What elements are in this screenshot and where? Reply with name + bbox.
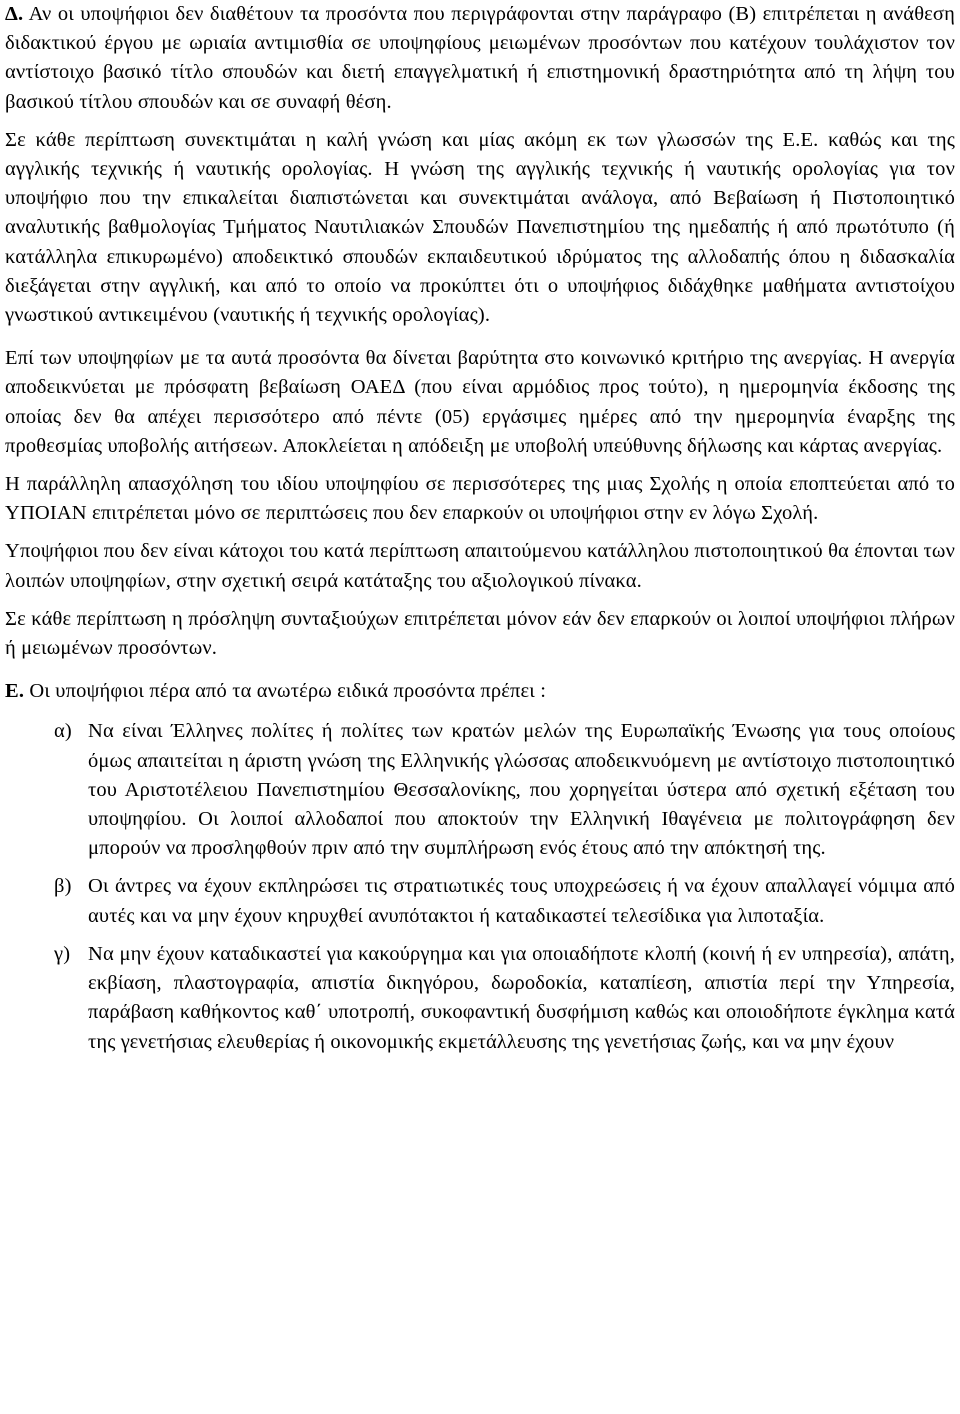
section-d-paragraph-2: Σε κάθε περίπτωση συνεκτιμάται η καλή γνώση και μίας ακόμη εκ των γλωσσών της Ε.Ε. καθώς και της αγγλικής τεχνικής ή ναυτικής ορολογίας. Η γνώση της αγγλικής τεχνικής ή ναυτικής ορολογίας για τον υποψήφιο που την επικαλείται διαπιστώνεται και συνεκτιμάται ανάλογα, από Βεβαίωση ή Πιστοποιητικό αναλυτικής βαθμολογίας Τμήματος Ναυτιλιακών Σπουδών Πανεπιστημίου της ημεδαπής ή από πρωτότυπο (ή κατάλληλα επικυρωμένο) αποδεικτικό σπουδών εκπαιδευτικού ιδρύματος της αλλοδαπής όπου η διδασκαλία διεξάγεται στην αγγλική, και από το οποίο να προκύπτει ότι ο υποψήφιος διδάχθηκε μαθήματα αντιστοίχου γνωστικού αντικειμένου (ναυτικής ή τεχνικής ορολογίας). (5, 128, 955, 327)
section-e-marker: Ε. (5, 680, 25, 703)
list-item-text: Να μην έχουν καταδικαστεί για κακούργημα και για οποιαδήποτε κλοπή (κοινή ή εν υπηρεσία), απάτη, εκβίαση, πλαστογραφία, απιστία δικηγόρου, δωροδοκία, καταπίεση, απιστία περί την Υπηρεσία, παράβαση καθήκοντος καθ΄ υποτροπή, συκοφαντική δυσφήμιση καθώς και οποιοδήποτε έγκλημα κατά της γενετήσιας ελευθερίας ή οικονομικής εκμετάλλευσης της γενετήσιας ζωής, και να μην έχουν (88, 942, 955, 1053)
list-item-marker: α) (54, 720, 72, 743)
section-e-intro-text: Οι υποψήφιοι πέρα από τα ανωτέρω ειδικά προσόντα πρέπει : (24, 680, 547, 703)
list-item-text: Να είναι Έλληνες πολίτες ή πολίτες των κρατών μελών της Ευρωπαϊκής Ένωσης για τους οποίους όμως απαιτείται η άριστη γνώση της Ελληνικής γλώσσας αποδεικνυόμενη με αντίστοιχο πιστοποιητικό του Αριστοτέλειου Πανεπιστημίου Θεσσαλονίκης, που χορηγείται ύστερα από σχετική εξέταση του υποψηφίου. Οι λοιποί αλλοδαποί που αποκτούν την Ελληνική Ιθαγένεια με πολιτογράφηση δεν μπορούν να προσληφθούν πριν από την συμπλήρωση ενός έτους από την απόκτησή της. (88, 720, 955, 860)
section-d-paragraph-6: Σε κάθε περίπτωση η πρόσληψη συνταξιούχων επιτρέπεται μόνον εάν δεν επαρκούν οι λοιποί υποψήφιοι πλήρων ή μειωμένων προσόντων. (5, 607, 955, 660)
list-item (54, 717, 955, 863)
list-item-marker: γ) (54, 942, 71, 965)
section-e-intro (5, 677, 955, 706)
list-item (54, 872, 955, 930)
list-item (54, 940, 955, 1057)
document-page (5, 0, 955, 1066)
section-d-marker: Δ. (5, 3, 24, 25)
list-item-marker: β) (54, 875, 72, 898)
section-d-paragraph-5: Υποψήφιοι που δεν είναι κάτοχοι του κατά περίπτωση απαιτούμενου κατάλληλου πιστοποιητικού θα έπονται των λοιπών υποψηφίων, στην σχετική σειρά κατάταξης του αξιολογικού πίνακα. (5, 540, 955, 592)
section-d-paragraph-4: Η παράλληλη απασχόληση του ιδίου υποψηφίου σε περισσότερες της μιας Σχολής η οποία εποπτεύεται από το ΥΠΟΙΑΝ επιτρέπεται μόνο σε περιπτώσεις που δεν επαρκούν οι υποψήφιοι στην εν λόγω Σχολή. (5, 473, 955, 525)
list-item-text: Οι άντρες να έχουν εκπληρώσει τις στρατιωτικές τους υποχρεώσεις ή να έχουν απαλλαγεί νόμιμα από αυτές και να μην έχουν κηρυχθεί ανυπότακτοι ή καταδικαστεί τελεσίδικα για λιποταξία. (88, 875, 955, 927)
requirements-list (5, 717, 955, 1056)
section-d-paragraph-1 (5, 0, 955, 117)
section-d-paragraph-3: Επί των υποψηφίων με τα αυτά προσόντα θα δίνεται βαρύτητα στο κοινωνικό κριτήριο της ανεργίας. Η ανεργία αποδεικνύεται με πρόσφατη βεβαίωση ΟΑΕΔ (που είναι αρμόδιος προς τούτο), η ημερομηνία έκδοσης της οποίας δεν θα απέχει περισσότερο από πέντε (05) εργάσιμες ημέρες από την ημερομηνία έναρξης της προθεσμίας υποβολής αιτήσεων. Αποκλείεται η απόδειξη με υποβολή υπεύθυνης δήλωσης και κάρτας ανεργίας. (5, 347, 955, 457)
section-d-text-1: Αν οι υποψήφιοι δεν διαθέτουν τα προσόντα που περιγράφονται στην παράγραφο (Β) επιτρέπεται η ανάθεση διδακτικού έργου με ωριαία αντιμισθία σε υποψηφίους μειωμένων προσόντων που κατέχουν τουλάχιστον τον αντίστοιχο βασικό τίτλο σπουδών και διετή επαγγελματική ή επιστημονική δραστηριότητα από τη λήψη του βασικού τίτλου σπουδών και σε συναφή θέση. (5, 3, 955, 113)
